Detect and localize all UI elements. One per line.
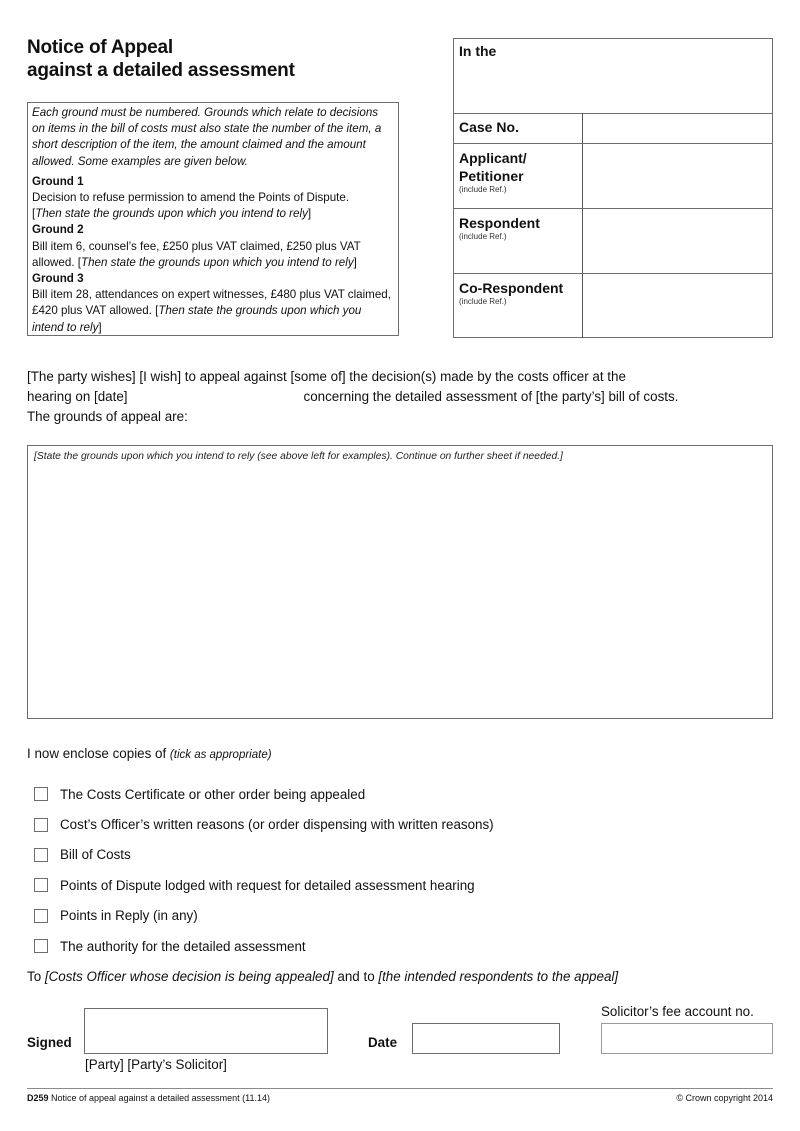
applicant-label: Applicant/ Petitioner (459, 150, 527, 184)
case-no-row (454, 113, 772, 144)
ground-1-heading: Ground 1 (32, 174, 84, 188)
ground-2-heading: Ground 2 (32, 223, 84, 237)
form-title-line2: against a detailed assessment (27, 60, 295, 81)
enclose-hint: (tick as appropriate) (169, 749, 272, 761)
in-the-label: In the (459, 43, 497, 59)
enclosure-checklist (34, 779, 494, 961)
fee-account-label: Solicitor’s fee account no. (601, 1004, 754, 1019)
ground-3-heading: Ground 3 (32, 272, 84, 286)
co-respondent-row (454, 274, 772, 338)
enclosure-item-points-of-dispute[interactable]: Points of Dispute lodged with request for detailed assessment hearing (34, 870, 494, 900)
checkbox[interactable] (34, 878, 48, 892)
respondent-label: Respondent (459, 215, 540, 231)
enclosure-item-bill-of-costs[interactable]: Bill of Costs (34, 840, 494, 870)
checkbox[interactable] (34, 909, 48, 923)
co-respondent-field[interactable] (584, 274, 772, 338)
hearing-date-label: hearing on [date] (27, 389, 128, 404)
form-title (27, 36, 295, 82)
enclosure-item-authority[interactable]: The authority for the detailed assessment (34, 931, 494, 961)
respondent-row (454, 209, 772, 274)
co-respondent-label: Co-Respondent (459, 280, 564, 296)
court-details-panel (453, 38, 773, 338)
footer-copyright: © Crown copyright 2014 (676, 1093, 773, 1103)
enclosure-item-costs-certificate[interactable]: The Costs Certificate or other order being appealed (34, 779, 494, 809)
checkbox[interactable] (34, 939, 48, 953)
checkbox[interactable] (34, 818, 48, 832)
fee-account-field[interactable] (601, 1023, 773, 1054)
enclose-label: I now enclose copies of (tick as appropriate) (27, 746, 272, 761)
appeal-statement-line1: [The party wishes] [I wish] to appeal against [some of] the decision(s) made by the costs officer at the (27, 369, 626, 384)
case-no-label: Case No. (459, 119, 519, 135)
appeal-statement-line2: hearing on [date] concerning the detailed assessment of [the party’s] bill of costs. (27, 389, 679, 404)
form-title-line1: Notice of Appeal (27, 37, 173, 58)
signed-sublabel: [Party] [Party’s Solicitor] (85, 1057, 227, 1072)
guidance-intro: Each ground must be numbered. Grounds which relate to decisions on items in the bill of costs must also state the number of the item, a short description of the item, the amount claimed and the amount allowed. Some examples are given below. (32, 106, 382, 168)
grounds-placeholder: [State the grounds upon which you intend to rely (see above left for examples). Continue on further sheet if needed.] (34, 451, 563, 462)
case-no-field[interactable] (584, 113, 772, 143)
enclosure-item-points-in-reply[interactable]: Points in Reply (in any) (34, 901, 494, 931)
grounds-intro: The grounds of appeal are: (27, 409, 188, 424)
date-field[interactable] (412, 1023, 560, 1054)
footer-divider (27, 1088, 773, 1089)
grounds-of-appeal-field[interactable] (27, 445, 773, 719)
checkbox[interactable] (34, 787, 48, 801)
in-the-field[interactable] (454, 39, 772, 114)
enclosure-item-written-reasons[interactable]: Cost’s Officer’s written reasons (or order dispensing with written reasons) (34, 809, 494, 839)
respondent-field[interactable] (584, 209, 772, 273)
respondent-include-ref: (include Ref.) (459, 232, 507, 241)
ground-3-text: Bill item 28, attendances on expert witnesses, £480 plus VAT claimed, £420 plus VAT allowed. [Then state the grounds upon which you intend to rely] (32, 288, 391, 334)
ground-2-text: Bill item 6, counsel’s fee, £250 plus VAT claimed, £250 plus VAT allowed. [Then state the grounds upon which you intend to rely] (32, 239, 361, 269)
signed-label: Signed (27, 1035, 72, 1050)
applicant-include-ref: (include Ref.) (459, 185, 507, 194)
form-code: D259 (27, 1093, 49, 1103)
applicant-row (454, 144, 772, 209)
date-label: Date (368, 1035, 398, 1050)
footer-form-reference: D259 Notice of appeal against a detailed assessment (11.14) (27, 1093, 270, 1103)
appeal-statement (27, 367, 678, 427)
addressee-line: To [Costs Officer whose decision is being appealed] and to [the intended respondents to the appeal] (27, 969, 619, 984)
co-respondent-include-ref: (include Ref.) (459, 297, 507, 306)
checkbox[interactable] (34, 848, 48, 862)
applicant-field[interactable] (584, 144, 772, 208)
signature-field[interactable] (84, 1008, 328, 1054)
ground-1-text: Decision to refuse permission to amend the Points of Dispute. [Then state the grounds upon which you intend to rely] (32, 191, 350, 221)
guidance-box (27, 102, 399, 336)
